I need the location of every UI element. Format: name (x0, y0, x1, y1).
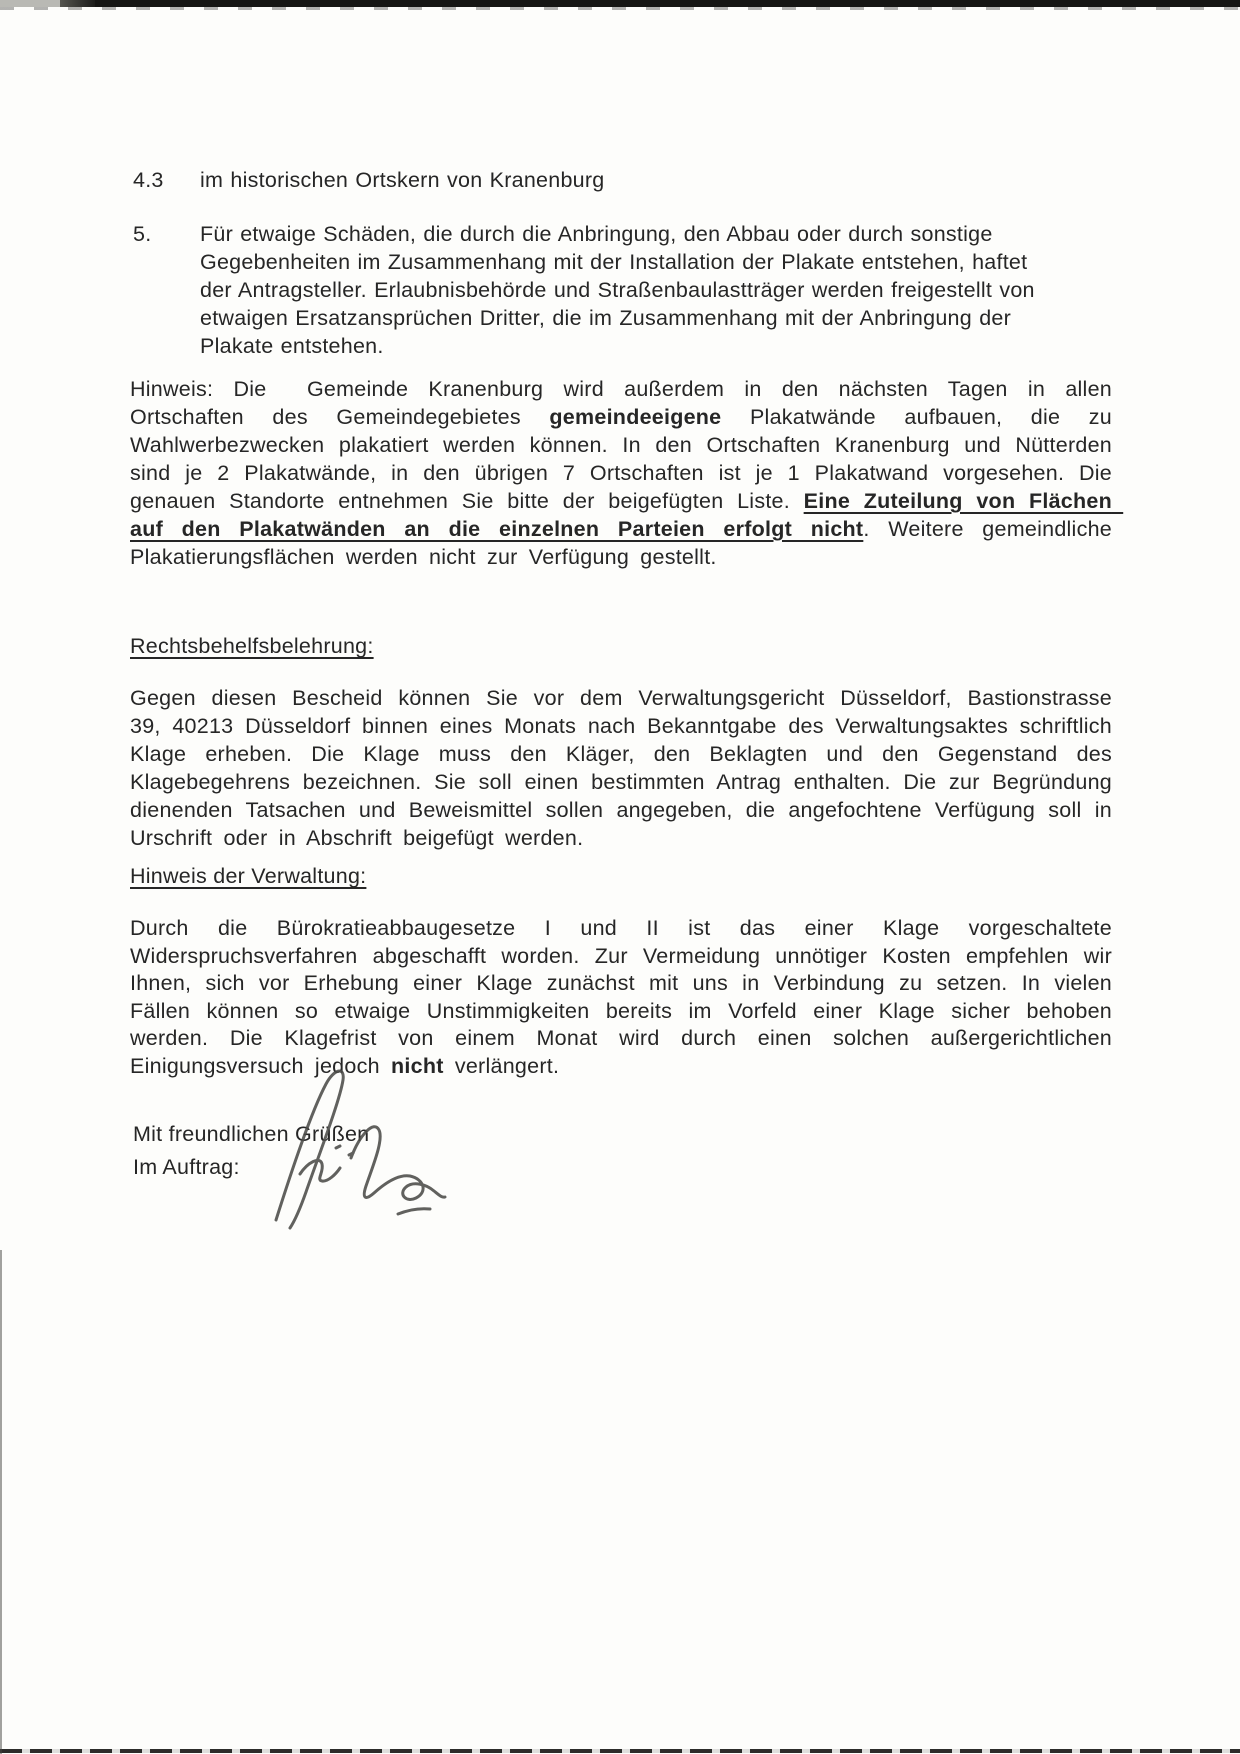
scan-artifact-bottom-edge (0, 1749, 1240, 1753)
hinweis-der-verwaltung-heading: Hinweis der Verwaltung: (130, 864, 367, 888)
rechtsbehelfsbelehrung-paragraph: Gegen diesen Bescheid können Sie vor dem Verwaltungsgericht Düsseldorf, Bastionstrasse 39, 40213 Düsseldorf binnen eines Monats nach Bekanntgabe des Verwaltungsaktes schriftlich Klage erheben. Die Klage muss den Kläger, den Beklagten und den Gegenstand des Klagebegehrens bezeichnen. Sie soll einen bestimmten Antrag enthalten. Die zur Begründung dienenden Tatsachen und Beweismittel sollen angegeben, die angefochtene Verfügung soll in Urschrift oder in Abschrift beigefügt werden. (130, 686, 1112, 850)
text-segment: gemeindeeigene (549, 405, 722, 429)
text-segment: Eine Zuteilung von Flächen auf den Plakatwänden an die einzelnen Parteien erfolgt nicht (130, 489, 1124, 541)
closing-greeting: Mit freundlichen Grüßen (133, 1122, 370, 1146)
scan-artifact-left-edge (0, 1250, 2, 1754)
list-item-text-4-3: im historischen Ortskern von Kranenburg (200, 168, 605, 192)
text-segment: Plakatwände aufbauen, die zu Wahlwerbezwecken plakatiert werden können. In den Ortschaften Kranenburg und Nütterden sind je 2 Plakatwände, in den übrigen 7 Ortschaften ist je 1 Plakatwand vorgesehen. Die genauen Standorte entnehmen Sie bitte der beigefügten Liste. (130, 405, 1124, 513)
signature-scribble (248, 1062, 448, 1232)
text-segment: verlängert. (443, 1053, 560, 1078)
closing-im-auftrag: Im Auftrag: (133, 1155, 240, 1179)
scan-artifact-top-edge (0, 0, 1240, 7)
rechtsbehelfsbelehrung-heading: Rechtsbehelfsbelehrung: (130, 634, 374, 658)
hinweis-paragraph (130, 375, 1124, 571)
text-segment: . Weitere gemeindliche Plakatierungsflächen werden nicht zur Verfügung gestellt. (130, 517, 1124, 569)
list-item-text-5: Für etwaige Schäden, die durch die Anbringung, den Abbau oder durch sonstige Gegebenheiten im Zusammenhang mit der Installation der Plakate entstehen, haftet der Antragsteller. Erlaubnisbehörde und Straßenbaulastträger werden freigestellt von etwaigen Ersatzansprüchen Dritter, die im Zusammenhang mit der Anbringung der Plakate entstehen. (200, 222, 1035, 358)
text-segment: Hinweis: Die Gemeinde Kranenburg wird außerdem in den nächsten Tagen in allen Ortschaften des Gemeindegebietes (130, 377, 1124, 429)
list-item-number-5: 5. (133, 222, 152, 246)
text-segment: nicht (391, 1053, 444, 1078)
text-segment: Durch die Bürokratieabbaugesetze I und II ist das einer Klage vorgeschaltete Widerspruchsverfahren abgeschafft worden. Zur Vermeidung unnötiger Kosten empfehlen wir Ihnen, sich vor Erhebung einer Klage zunächst mit uns in Verbindung zu setzen. In vielen Fällen können so etwaige Unstimmigkeiten bereits im Vorfeld einer Klage sicher behoben werden. Die Klagefrist von einem Monat wird durch einen solchen außergerichtlichen Einigungsversuch jedoch (130, 916, 1124, 1078)
hinweis-der-verwaltung-paragraph (130, 915, 1124, 1080)
list-item-number-4-3: 4.3 (133, 168, 164, 192)
